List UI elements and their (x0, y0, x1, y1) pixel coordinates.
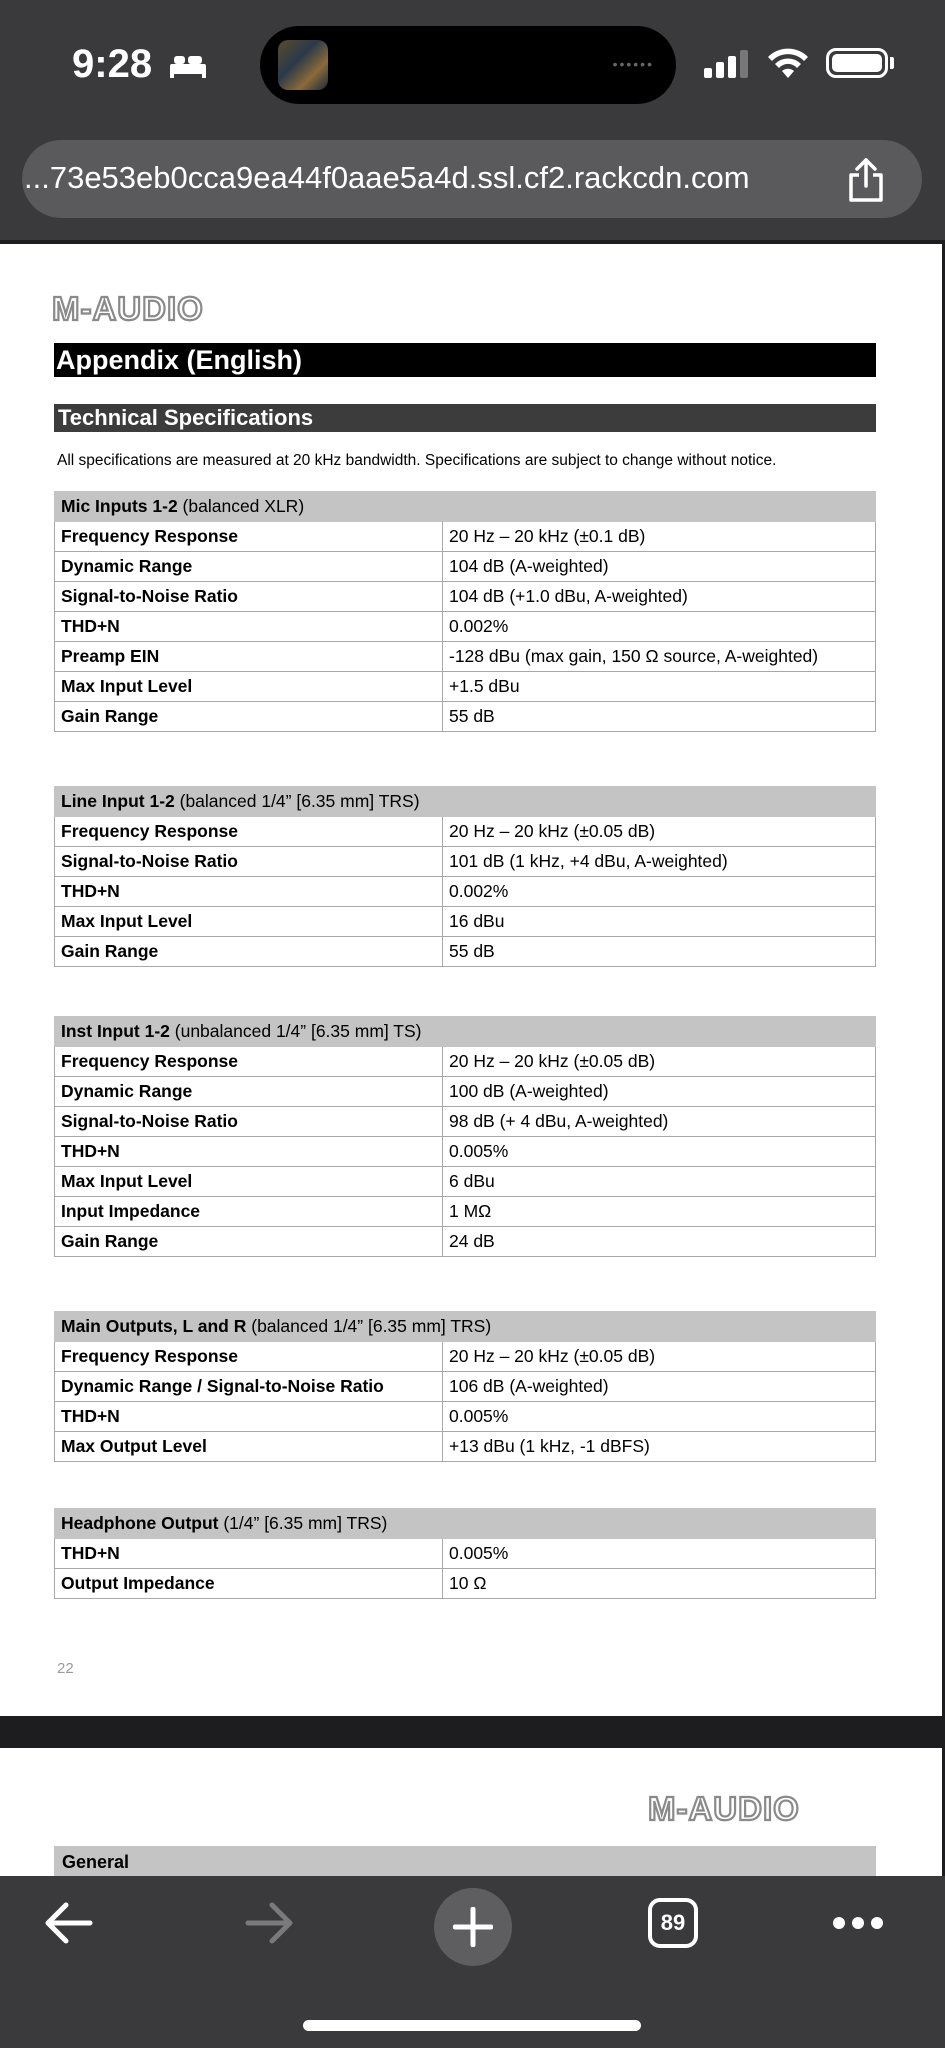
spec-label: Max Input Level (55, 1167, 443, 1197)
table-row (55, 1372, 876, 1402)
spec-value: 104 dB (A-weighted) (443, 552, 876, 582)
spec-table-inst-inputs (54, 1016, 876, 1257)
table-header (55, 1312, 876, 1342)
table-row (55, 1077, 876, 1107)
spec-label: THD+N (55, 1539, 443, 1569)
cellular-signal-icon (704, 50, 752, 78)
spec-label: Signal-to-Noise Ratio (55, 847, 443, 877)
table-subtitle: (unbalanced 1/4” [6.35 mm] TS) (169, 1021, 422, 1041)
spec-table-main-outputs (54, 1311, 876, 1462)
address-bar-area (0, 130, 945, 240)
spec-table-headphone-output (54, 1508, 876, 1599)
spec-value: 0.002% (443, 877, 876, 907)
document-viewport[interactable] (0, 240, 945, 1876)
table-header (55, 1017, 876, 1047)
table-row (55, 1197, 876, 1227)
table-subtitle: (1/4” [6.35 mm] TRS) (218, 1513, 388, 1533)
spec-value: 104 dB (+1.0 dBu, A-weighted) (443, 582, 876, 612)
address-bar[interactable] (22, 140, 922, 218)
spec-label: THD+N (55, 1402, 443, 1432)
spec-label: Dynamic Range (55, 552, 443, 582)
spec-label: Signal-to-Noise Ratio (55, 1107, 443, 1137)
spec-value: 0.005% (443, 1402, 876, 1432)
table-row (55, 642, 876, 672)
sleep-focus-icon (168, 50, 208, 80)
next-document-page (0, 1748, 942, 1876)
table-title: Line Input 1-2 (61, 791, 175, 811)
table-row (55, 907, 876, 937)
spec-value: 101 dB (1 kHz, +4 dBu, A-weighted) (443, 847, 876, 877)
brand-logo: M-AUDIO (52, 290, 204, 327)
table-row (55, 1227, 876, 1257)
url-text[interactable]: ...73e53eb0cca9ea44f0aae5a4d.ssl.cf2.rackcdn.com (24, 160, 750, 195)
section-title: Technical Specifications (54, 404, 876, 432)
page-number: 22 (57, 1660, 74, 1677)
table-row (55, 582, 876, 612)
table-subtitle: (balanced 1/4” [6.35 mm] TRS) (174, 791, 420, 811)
table-row (55, 847, 876, 877)
spec-label: THD+N (55, 612, 443, 642)
spec-label: Max Input Level (55, 907, 443, 937)
spec-label: Frequency Response (55, 1342, 443, 1372)
table-row (55, 1539, 876, 1569)
spec-label: Signal-to-Noise Ratio (55, 582, 443, 612)
table-row (55, 1569, 876, 1599)
status-time: 9:28 (72, 42, 153, 86)
spec-value: 0.005% (443, 1137, 876, 1167)
spec-value: 0.005% (443, 1539, 876, 1569)
spec-label: Frequency Response (55, 817, 443, 847)
spec-value: 106 dB (A-weighted) (443, 1372, 876, 1402)
spec-value: 98 dB (+ 4 dBu, A-weighted) (443, 1107, 876, 1137)
table-row (55, 612, 876, 642)
spec-label: THD+N (55, 877, 443, 907)
battery-icon (826, 48, 888, 78)
table-row (55, 552, 876, 582)
battery-cap-icon (890, 57, 894, 69)
table-row (55, 1402, 876, 1432)
spec-table-line-inputs (54, 786, 876, 967)
spec-value: 20 Hz – 20 kHz (±0.1 dB) (443, 522, 876, 552)
spec-label: Gain Range (55, 937, 443, 967)
table-row (55, 1167, 876, 1197)
spec-label: Frequency Response (55, 1047, 443, 1077)
back-icon[interactable] (42, 1900, 94, 1946)
spec-value: 100 dB (A-weighted) (443, 1077, 876, 1107)
table-subtitle: (balanced XLR) (177, 496, 305, 516)
table-subtitle: (balanced 1/4” [6.35 mm] TRS) (246, 1316, 492, 1336)
more-options-icon[interactable] (832, 1916, 884, 1930)
new-tab-button[interactable] (434, 1888, 512, 1966)
table-row (55, 817, 876, 847)
appendix-title: Appendix (English) (54, 343, 876, 377)
now-playing-artwork-icon (278, 40, 328, 90)
wifi-icon (766, 46, 810, 80)
spec-value: 6 dBu (443, 1167, 876, 1197)
tab-switcher-button[interactable]: 89 (648, 1898, 698, 1948)
table-row (55, 702, 876, 732)
spec-label: Dynamic Range / Signal-to-Noise Ratio (55, 1372, 443, 1402)
document-page (0, 244, 942, 1716)
table-title: Mic Inputs 1-2 (61, 496, 178, 516)
audio-waveform-icon: •••••• (612, 56, 654, 72)
spec-value: 55 dB (443, 937, 876, 967)
spec-label: Frequency Response (55, 522, 443, 552)
spec-value: 20 Hz – 20 kHz (±0.05 dB) (443, 1047, 876, 1077)
status-bar (0, 0, 945, 130)
table-row (55, 1342, 876, 1372)
spec-value: -128 dBu (max gain, 150 Ω source, A-weighted) (443, 642, 876, 672)
spec-value: 16 dBu (443, 907, 876, 937)
browser-toolbar (0, 1876, 945, 2048)
table-header (55, 492, 876, 522)
spec-label: Output Impedance (55, 1569, 443, 1599)
forward-icon[interactable] (244, 1900, 296, 1946)
spec-value: 1 MΩ (443, 1197, 876, 1227)
spec-value: 24 dB (443, 1227, 876, 1257)
table-row (55, 937, 876, 967)
spec-label: Input Impedance (55, 1197, 443, 1227)
brand-logo: M-AUDIO (648, 1790, 800, 1827)
table-row (55, 1432, 876, 1462)
table-row (55, 522, 876, 552)
spec-value: 10 Ω (443, 1569, 876, 1599)
table-row (55, 672, 876, 702)
spec-label: Preamp EIN (55, 642, 443, 672)
spec-value: +13 dBu (1 kHz, -1 dBFS) (443, 1432, 876, 1462)
spec-table-mic-inputs (54, 491, 876, 732)
spec-value: 20 Hz – 20 kHz (±0.05 dB) (443, 1342, 876, 1372)
spec-label: Gain Range (55, 1227, 443, 1257)
spec-label: Max Output Level (55, 1432, 443, 1462)
spec-value: 0.002% (443, 612, 876, 642)
table-header (55, 1509, 876, 1539)
spec-note: All specifications are measured at 20 kHz bandwidth. Specifications are subject to change without notice. (57, 452, 777, 469)
spec-label: THD+N (55, 1137, 443, 1167)
home-indicator[interactable] (303, 2020, 641, 2031)
table-title: Headphone Output (61, 1513, 219, 1533)
table-header (55, 787, 876, 817)
share-icon[interactable] (846, 158, 886, 202)
spec-label: Gain Range (55, 702, 443, 732)
table-row (55, 877, 876, 907)
table-row (55, 1047, 876, 1077)
spec-value: 20 Hz – 20 kHz (±0.05 dB) (443, 817, 876, 847)
table-title: Inst Input 1-2 (61, 1021, 170, 1041)
dynamic-island[interactable] (260, 26, 676, 104)
spec-value: 55 dB (443, 702, 876, 732)
table-row (55, 1137, 876, 1167)
general-section-header: General (54, 1846, 876, 1876)
spec-label: Max Input Level (55, 672, 443, 702)
spec-label: Dynamic Range (55, 1077, 443, 1107)
table-row (55, 1107, 876, 1137)
table-title: Main Outputs, L and R (61, 1316, 247, 1336)
spec-value: +1.5 dBu (443, 672, 876, 702)
plus-icon (453, 1907, 493, 1947)
